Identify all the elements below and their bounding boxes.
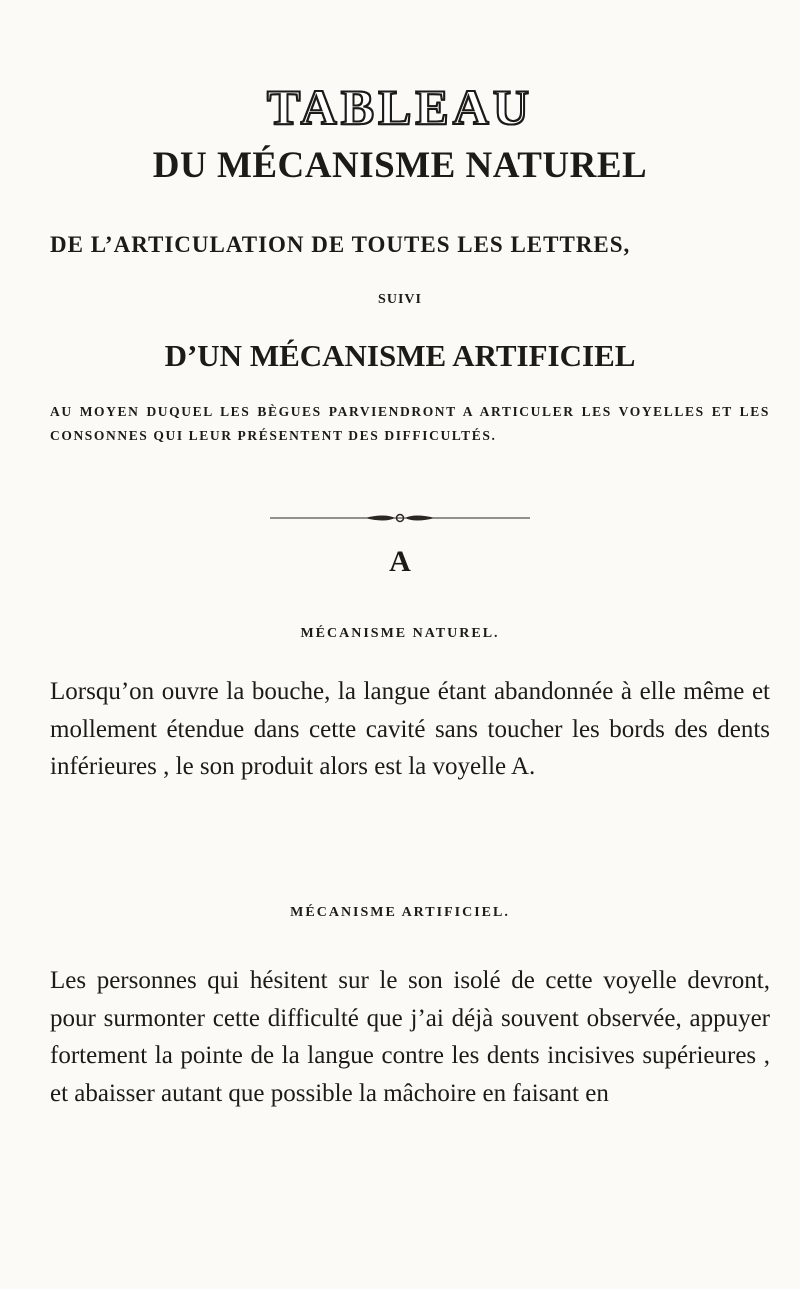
section-heading: MÉCANISME NATUREL. [300,626,500,641]
suivi-label: SUIVI [378,292,422,307]
section-letter: A [389,545,411,578]
body-paragraph: Lorsqu’on ouvre la bouche, la langue étant abandonnée à elle même et mollement étendue dans cette cavité sans toucher les bords des dents inférieures , le son produit alors est la voyelle A. [50,678,770,780]
section-heading: MÉCANISME ARTIFICIEL. [290,905,510,920]
document-subtitle: DU MÉCANISME NATUREL [152,145,648,186]
document-subtitle-artificial: D’UN MÉCANISME ARTIFICIEL [164,338,636,373]
ornament-divider [270,512,530,524]
document-title: TABLEAU [266,79,533,135]
document-subtitle-articulation: DE L’ARTICULATION DE TOUTES LES LETTRES, [50,232,631,257]
title-description: AU MOYEN DUQUEL LES BÈGUES PARVIENDRONT A ARTICULER LES VOYELLES ET LES CONSONNES QUI LEUR PRÉSENTENT DES DIFFICULTÉS. [50,404,770,443]
body-paragraph: Les personnes qui hésitent sur le son isolé de cette voyelle devront, pour surmonter cette difficulté que j’ai déjà souvent observée, appuyer fortement la pointe de la langue contre les dents incisives supérieures , et abaisser autant que possible la mâchoire en faisant en [50,967,770,1107]
